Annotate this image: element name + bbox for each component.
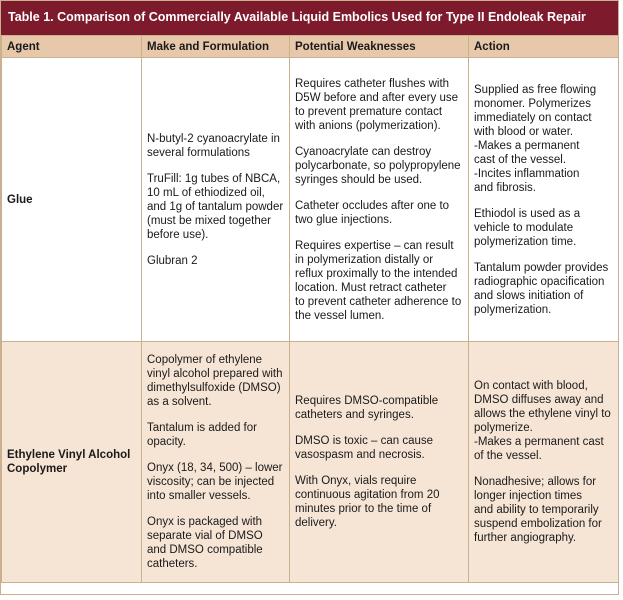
- cell-paragraph: Onyx (18, 34, 500) – lower viscosity; can be injected into smaller vessels.: [147, 462, 283, 502]
- weaknesses-cell: [290, 342, 469, 583]
- table-row-glue: [2, 58, 619, 342]
- cell-paragraph: TruFill: 1g tubes of NBCA, 10 mL of ethiodized oil, and 1g of tantalum powder (must be mixed together before use).: [147, 172, 284, 241]
- header-row: [2, 36, 619, 58]
- column-header-weaknesses: Potential Weaknesses: [290, 36, 469, 58]
- action-cell: [469, 58, 619, 342]
- cell-paragraph: N-butyl-2 cyanoacrylate in several formulations: [147, 132, 280, 159]
- comparison-table: [1, 35, 619, 583]
- cell-paragraph: Tantalum powder provides radiographic opacification and slows initiation of polymerization.: [474, 261, 609, 316]
- cell-paragraph: Requires catheter flushes with D5W before and after every use to prevent premature contact with anions (polymerization).: [295, 77, 458, 132]
- cell-paragraph: Requires expertise – can result in polymerization distally or reflux proximally to the intended location. Must retract catheter to prevent catheter adherence to the vessel lumen.: [295, 239, 462, 322]
- cell-paragraph: On contact with blood, DMSO diffuses away and allows the ethylene vinyl to polymerize. -Makes a permanent cast of the vessel.: [474, 380, 611, 462]
- agent-cell: Glue: [2, 58, 142, 342]
- cell-paragraph: Copolymer of ethylene vinyl alcohol prepared with dimethylsulfoxide (DMSO) as a solvent.: [147, 354, 283, 408]
- agent-cell: Ethylene Vinyl Alcohol Copolymer: [2, 342, 142, 583]
- cell-paragraph: Glubran 2: [147, 254, 198, 267]
- weaknesses-cell: [290, 58, 469, 342]
- cell-paragraph: Cyanoacrylate can destroy polycarbonate, so polypropylene syringes should be used.: [295, 145, 461, 186]
- formulation-cell: [142, 58, 290, 342]
- cell-paragraph: Onyx is packaged with separate vial of DMSO and DMSO compatible catheters.: [147, 516, 263, 570]
- action-cell: [469, 342, 619, 583]
- table-title: Table 1. Comparison of Commercially Available Liquid Embolics Used for Type II Endoleak Repair: [8, 10, 586, 24]
- column-header-formulation: Make and Formulation: [142, 36, 290, 58]
- column-header-action: Action: [469, 36, 619, 58]
- cell-paragraph: Supplied as free flowing monomer. Polymerizes immediately on contact with blood or water. -Makes a permanent cast of the vessel. -Incites inflammation and fibrosis.: [474, 83, 597, 194]
- cell-paragraph: Tantalum is added for opacity.: [147, 422, 257, 448]
- cell-paragraph: Ethiodol is used as a vehicle to modulate polymerization time.: [474, 207, 581, 248]
- formulation-cell: [142, 342, 290, 583]
- cell-paragraph: DMSO is toxic – can cause vasospasm and necrosis.: [295, 435, 434, 461]
- table-row-evoh: [2, 342, 619, 583]
- table-title-bar: [1, 1, 618, 35]
- cell-paragraph: Requires DMSO-compatible catheters and syringes.: [295, 395, 439, 421]
- column-header-agent: Agent: [2, 36, 142, 58]
- cell-paragraph: Catheter occludes after one to two glue injections.: [295, 199, 450, 226]
- cell-paragraph: With Onyx, vials require continuous agitation from 20 minutes prior to the time of delivery.: [295, 475, 440, 529]
- cell-paragraph: Nonadhesive; allows for longer injection times and ability to temporarily suspend embolization for further angiography.: [474, 476, 602, 544]
